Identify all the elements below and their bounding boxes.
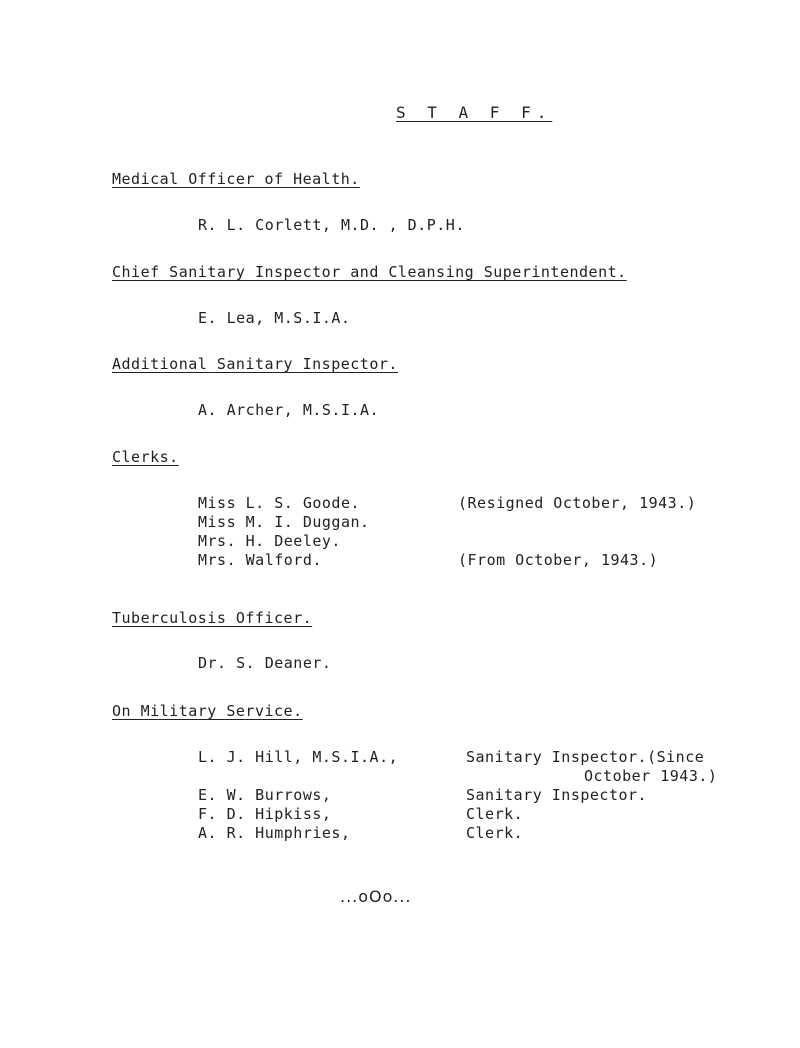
clerks-heading: Clerks. — [112, 448, 179, 466]
military-name: E. W. Burrows, — [198, 786, 332, 804]
clerk-note: (Resigned October, 1943.) — [458, 494, 697, 512]
chief-person: E. Lea, M.S.I.A. — [198, 309, 351, 327]
tb-person: Dr. S. Deaner. — [198, 654, 332, 672]
military-name: A. R. Humphries, — [198, 824, 351, 842]
clerk-note: (From October, 1943.) — [458, 551, 659, 569]
military-name: F. D. Hipkiss, — [198, 805, 332, 823]
page-title: S T A F F. — [396, 103, 553, 122]
clerk-name: Miss M. I. Duggan. — [198, 513, 370, 531]
military-role: Clerk. — [466, 824, 524, 842]
additional-person: A. Archer, M.S.I.A. — [198, 401, 380, 419]
military-role: October 1943.) — [584, 767, 718, 785]
military-role: Clerk. — [466, 805, 524, 823]
footer-ornament: ...oOo... — [340, 887, 412, 906]
clerk-name: Mrs. Walford. — [198, 551, 322, 569]
moh-person: R. L. Corlett, M.D. , D.P.H. — [198, 216, 465, 234]
clerk-name: Miss L. S. Goode. — [198, 494, 361, 512]
military-role: Sanitary Inspector. — [466, 786, 648, 804]
moh-heading: Medical Officer of Health. — [112, 170, 360, 188]
military-name: L. J. Hill, M.S.I.A., — [198, 748, 399, 766]
tb-heading: Tuberculosis Officer. — [112, 609, 313, 627]
chief-heading: Chief Sanitary Inspector and Cleansing Superintendent. — [112, 263, 627, 281]
additional-heading: Additional Sanitary Inspector. — [112, 355, 398, 373]
military-role: Sanitary Inspector.(Since — [466, 748, 705, 766]
clerk-name: Mrs. H. Deeley. — [198, 532, 341, 550]
military-heading: On Military Service. — [112, 702, 303, 720]
